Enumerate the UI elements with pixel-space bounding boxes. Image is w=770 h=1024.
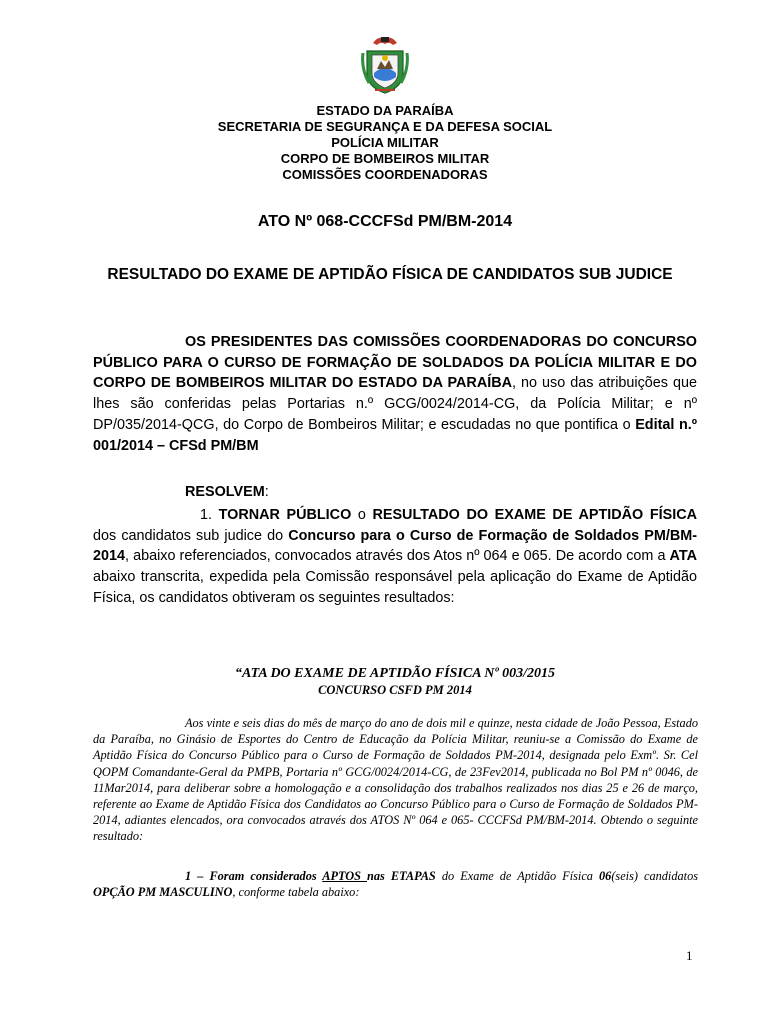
tornar-publico: TORNAR PÚBLICO bbox=[218, 507, 352, 523]
ato-title: ATO Nº 068-CCCFSd PM/BM-2014 bbox=[257, 213, 513, 230]
p2-text-3: , abaixo referenciados, convocados através dos Atos nº 064 e 065. De acordo com a bbox=[125, 548, 670, 565]
ata-subtitle: CONCURSO CSFD PM 2014 bbox=[318, 683, 472, 697]
result-title: RESULTADO DO EXAME DE APTIDÃO FÍSICA DE CANDIDATOS SUB JUDICE bbox=[107, 266, 673, 283]
ata-item-1-lead: 1 – Foram considerados bbox=[185, 869, 323, 883]
document-header bbox=[0, 103, 770, 183]
p2-text-2: dos candidatos sub judice do bbox=[93, 527, 289, 544]
ata-title: “ATA DO EXAME DE APTIDÃO FÍSICA Nº 003/2015 bbox=[235, 666, 555, 681]
resolvem-colon: : bbox=[264, 484, 269, 500]
intro-bold-lead: OS PRESIDENTES DAS COMISSÕES COORDENADORAS DO CONCURSO PÚBLICO PARA O CURSO DE FORMAÇÃO DE SOLDADOS DA POLÍCIA MILITAR E DO CORPO DE BOMBEIROS MILITAR DO ESTADO DA PARAÍBA bbox=[93, 334, 697, 392]
p2-text-1: o bbox=[351, 507, 373, 523]
header-line-police: POLÍCIA MILITAR bbox=[331, 135, 439, 150]
p2-text-4: abaixo transcrita, expedida pela Comissão responsável pela aplicação do Exame de Aptidão Física, os candidatos obtiveram os seguintes resultados: bbox=[93, 569, 697, 606]
concurso-name: Concurso para o Curso de Formação de Soldados PM/BM-2014 bbox=[93, 527, 697, 565]
item-1-paragraph bbox=[93, 505, 697, 609]
item-number: 1. bbox=[200, 507, 219, 523]
aptos-label: APTOS bbox=[322, 869, 368, 883]
intro-text: , no uso das atribuições que lhes são conferidas pelas Portarias n.º GCG/0024/2014-CG, da Polícia Militar; e nº DP/035/2014-QCG, do Corpo de Bombeiros Militar; e escudadas no que pontifica o bbox=[93, 375, 697, 433]
header-line-commissions: COMISSÕES COORDENADORAS bbox=[282, 167, 488, 182]
ata-item-1-text-2: (seis) candidatos bbox=[611, 869, 699, 883]
aptos-count: 06 bbox=[599, 869, 612, 883]
resultado-exame: RESULTADO DO EXAME DE APTIDÃO FÍSICA bbox=[372, 507, 698, 523]
header-line-state: ESTADO DA PARAÍBA bbox=[316, 103, 454, 118]
ata-item-1-text-3: , conforme tabela abaixo: bbox=[232, 885, 360, 900]
page-number: 1 bbox=[686, 948, 693, 963]
opcao-pm-masculino: OPÇÃO PM MASCULINO bbox=[93, 885, 233, 900]
intro-paragraph bbox=[93, 332, 697, 456]
ata-item-1-text-1: do Exame de Aptidão Física bbox=[435, 869, 600, 883]
intro-edital: Edital n.º 001/2014 – CFSd PM/BM bbox=[93, 416, 697, 454]
header-line-secretariat: SECRETARIA DE SEGURANÇA E DA DEFESA SOCIAL bbox=[217, 119, 553, 134]
resolvem-label: RESOLVEM bbox=[185, 484, 265, 500]
state-coat-of-arms-icon bbox=[359, 33, 411, 95]
nas-etapas: nas ETAPAS bbox=[367, 869, 436, 883]
resolvem-heading bbox=[185, 484, 269, 500]
header-line-firefighters: CORPO DE BOMBEIROS MILITAR bbox=[280, 151, 490, 166]
ata-item-1 bbox=[93, 868, 698, 900]
ata-ref: ATA bbox=[669, 548, 697, 565]
ata-body-text: Aos vinte e seis dias do mês de março do ano de dois mil e quinze, nesta cidade de João Pessoa, Estado da Paraíba, no Ginásio de Esportes do Centro de Educação da Polícia Militar, reuniu-se a Comissão do Exame de Aptidão Física do Concurso Público para o Curso de Formação de Soldados PM-2014, designada pelo Exmº. Sr. Cel QOPM Comandante-Geral da PMPB, Portaria nº GCG/0024/2014-CG, de 23Fev2014, publicada no Bol PM nº 0046, de 11Mar2014, para deliberar sobre a homologação e a consolidação dos trabalhos realizados nos dias 25 e 26 de março, referente ao Exame de Aptidão Física dos Candidatos ao Concurso Público para o Curso de Formação de Soldados PM-2014, adiantes elencados, ora convocados através dos ATOS Nº 064 e 065- CCCFSd PM/BM-2014. Obtendo o seguinte resultado: bbox=[93, 716, 698, 844]
ata-body bbox=[93, 715, 698, 845]
